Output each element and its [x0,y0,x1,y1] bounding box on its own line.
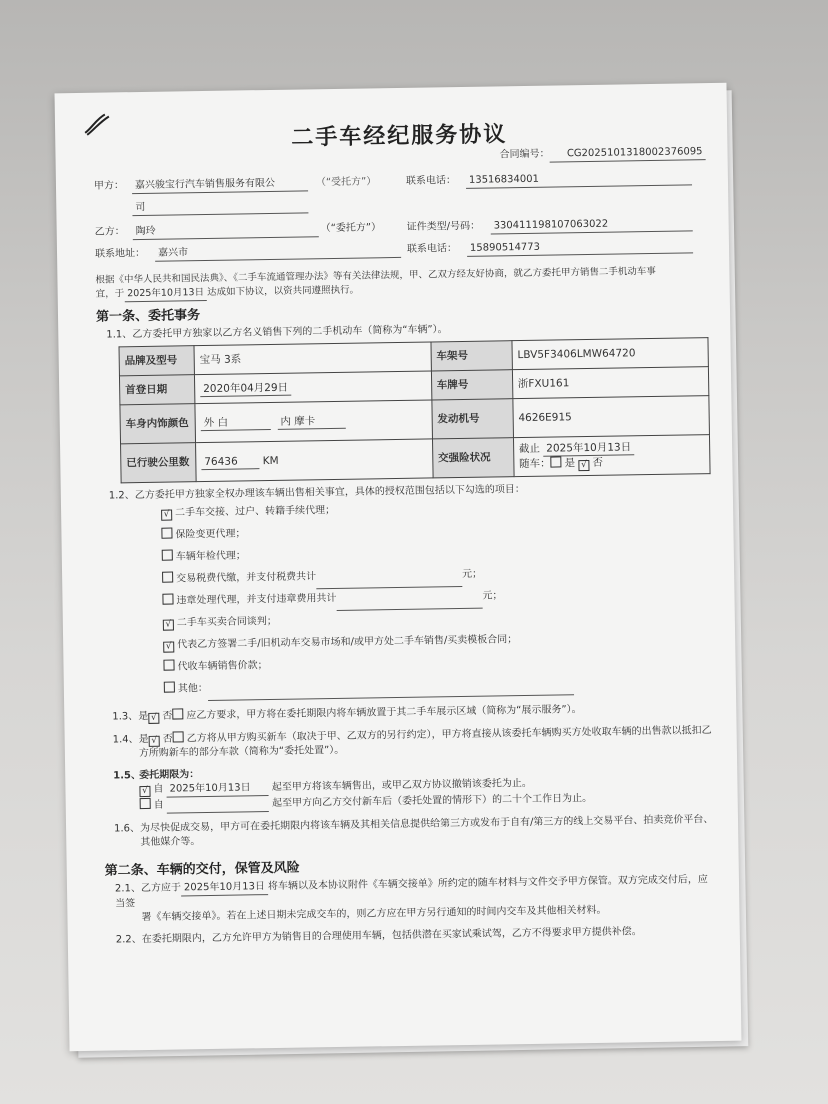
clause-1-3: 1.3、是 √ 否 应乙方要求，甲方将在委托期限内将车辆放置于其二手车展示区域（简称为“展示服务”）。 [112,704,582,723]
option-checkbox[interactable]: √ [163,642,174,653]
option-label: 二手车交接、过户、转籍手续代理； [175,504,336,519]
clause-1-6: 1.6、为尽快促成交易，甲方可在委托期限内将该车辆及其相关信息提供给第三方或发布于自有/第三方的线上交易平台、拍卖竞价平台、 其他媒介等。 [113,814,714,849]
party-b-address: 嘉兴市 [155,243,401,262]
authorization-options [99,494,714,702]
option-label: 交易税费代缴，并支付税费共计 [176,571,317,585]
vehicle-vin: LBV5F3406LMW64720 [512,338,709,370]
clause-1-5: 1.5、委托期限为： √ 自 2025年10月13日 起至甲方将该车辆售出，或甲乙双方协议撤销该委托为止。 自 起至甲方向乙方交付新车后（委托处置的情形下）的二十个工作日为止。 [113,760,716,814]
option-label: 代收车辆销售价款； [177,660,268,673]
first-registration: 2020年04月29日 [200,380,291,396]
option-suffix: 元； [482,590,503,602]
preamble: 根据《中华人民共和国民法典》、《二手车流通管理办法》等有关法律法规，甲、乙双方经友好协商，就乙方委托甲方销售二手机动车事 宜，于 2025年10月13日 达成如下协议，以资共同遵照执行。 [95,264,707,303]
option-label: 其他： [177,683,208,695]
clause-1-2: 1.2、乙方委托甲方独家全权办理该车辆出售相关事宜，具体的授权范围包括以下勾选的项目： [108,483,525,502]
engine-number: 4626E915 [513,396,710,438]
option-blank [208,672,574,701]
display-service-yes-checkbox[interactable]: √ [148,713,159,724]
party-b-phone: 15890514773 [467,238,693,257]
option-checkbox[interactable]: √ [163,620,174,631]
option-blank [336,586,482,611]
article2-heading: 第二条、车辆的交付，保管及风险 [104,860,300,879]
party-b-row: 乙方： 陶玲 （“委托方”） 证件类型/号码： 330411198107063022 [95,216,707,248]
disposal-no-checkbox[interactable] [173,731,184,742]
option-checkbox[interactable] [162,550,173,561]
party-a-name: 嘉兴骏宝行汽车销售服务有限公 [132,176,308,194]
party-a-phone: 13516834001 [466,170,692,189]
party-b-id: 330411198107063022 [491,216,693,234]
option-checkbox[interactable] [164,682,175,693]
insurance-no-checkbox[interactable]: √ [578,460,589,471]
option-checkbox[interactable] [161,528,172,539]
option-label: 保险变更代理； [175,528,246,541]
vehicle-plate: 浙FXU161 [512,367,709,399]
party-b-row-2: 联系地址： 嘉兴市 联系电话： 15890514773 [95,238,707,270]
vehicle-table: 品牌及型号 宝马 3系 车架号 LBV5F3406LMW64720 首登日期 2020年04月29日 车牌号 浙FXU161 车身内饰颜色 外 白 内 摩卡 发动机号 4626E915 已行驶公里数 76436 KM 交强险状况 截止 2025年10月13日 随车： 是 √ 否 [118,337,710,483]
party-a-row-2: 司 [94,192,706,218]
vehicle-brand: 宝马 3系 [194,342,431,375]
option-checkbox[interactable] [163,660,174,671]
clause-1-1: 1.1、乙方委托甲方独家以乙方名义销售下列的二手机动车（简称为“车辆”）。 [106,324,448,341]
clause-1-4: 1.4、是 √ 否 乙方将从甲方购买新车（取决于甲、乙双方的另行约定），甲方将直接从该委托车辆购买方处收取车辆的出售款以抵扣乙 方所购新车的部分车款（简称为“委托处置”）。 [112,725,712,760]
term-option-1-checkbox[interactable]: √ [139,786,150,797]
option-label: 违章处理代理，并支付违章费用共计 [176,592,337,607]
party-b-name: 陶玲 [133,222,319,240]
contract-number: 合同编号： CG2025101318002376095 [93,145,705,170]
contract-page [55,83,742,1051]
option-checkbox[interactable]: √ [161,510,172,521]
clause-2-2: 2.2、在委托期限内，乙方允许甲方为销售目的合理使用车辆，包括供潜在买家试乘试驾，乙方不得要求甲方提供补偿。 [115,926,642,946]
insurance-yes-checkbox[interactable] [551,456,562,467]
mileage: 76436 [201,454,259,470]
term-option-2-checkbox[interactable] [140,798,151,809]
party-a-row: 甲方： 嘉兴骏宝行汽车销售服务有限公 （“受托方”） 联系电话： 13516834001 [94,170,706,202]
option-checkbox[interactable] [162,572,173,583]
option-label: 二手车买卖合同谈判； [176,615,277,629]
clause-2-1: 2.1、乙方应于 2025年10月13日 将车辆以及本协议附件《车辆交接单》所约定的随车材料与文件交予甲方保管。双方完成交付后，应当签 署《车辆交接单》。若在上述日期未完成交车的，则乙方应在甲方另行通知的时间内交车及其他相关材料。 [114,874,708,924]
option-label: 代表乙方签署二手/旧机动车交易市场和/或甲方处二手车销售/买卖模板合同； [177,634,518,651]
article1-heading: 第一条、委托事务 [95,308,201,325]
option-checkbox[interactable] [162,594,173,605]
disposal-yes-checkbox[interactable]: √ [149,736,160,747]
option-suffix: 元； [462,568,483,580]
display-service-no-checkbox[interactable] [172,708,183,719]
option-label: 车辆年检代理； [175,550,246,563]
document-title: 二手车经纪服务协议 [291,122,508,151]
